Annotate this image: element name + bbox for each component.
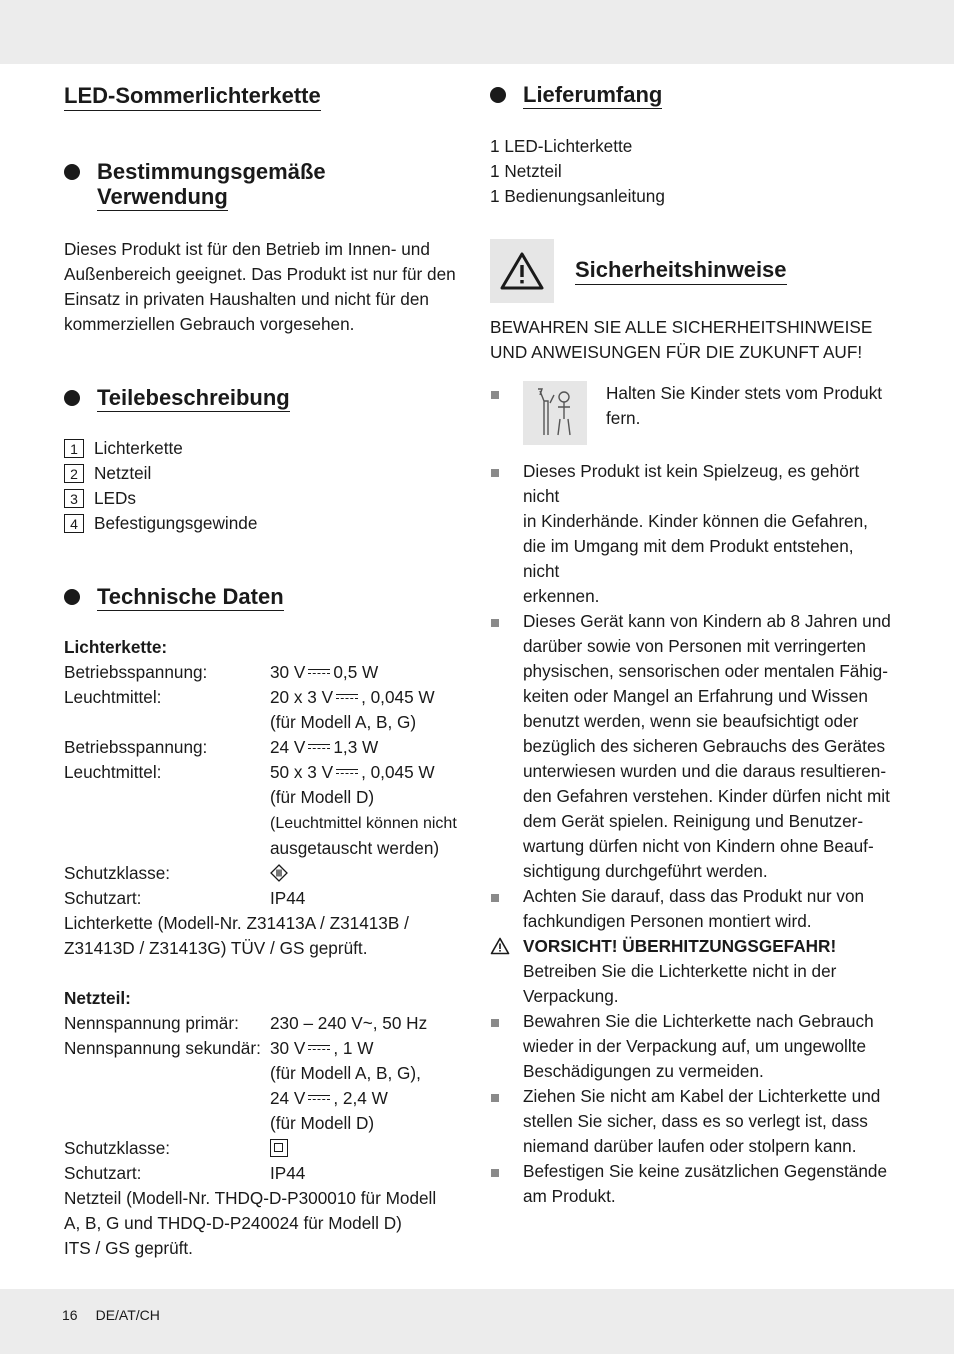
list-item: 1 Lichterkette	[64, 436, 464, 461]
scope-list	[490, 134, 892, 209]
child-warning-icon	[523, 381, 587, 445]
bullet-square-icon	[491, 894, 499, 902]
page-number: 16	[62, 1307, 78, 1323]
page-footer	[62, 1303, 178, 1328]
dc-symbol-icon	[308, 742, 330, 752]
bullet-square-icon	[491, 1019, 499, 1027]
safety-header	[490, 239, 892, 303]
list-item: 1 Bedienungsanleitung	[490, 186, 665, 206]
section-heading-parts: Teilebeschreibung	[64, 385, 464, 412]
top-band	[0, 0, 954, 64]
bullet-square-icon	[491, 1094, 499, 1102]
bullet-dot-icon	[64, 589, 80, 605]
list-item: 1 LED-Lichterkette	[490, 136, 633, 156]
warning-triangle-icon	[490, 937, 510, 955]
list-item: 3 LEDs	[64, 486, 464, 511]
list-item: 4 Befestigungsgewinde	[64, 511, 464, 536]
safety-heading: Sicherheitshinweise	[575, 257, 787, 285]
bullet-dot-icon	[64, 390, 80, 406]
section-heading-scope: Lieferumfang	[490, 82, 892, 109]
warning-triangle-icon	[499, 251, 545, 291]
right-column	[490, 80, 892, 1209]
protection-class-ii-icon	[270, 1139, 288, 1157]
tech-data: Lichterkette: Betriebsspannung: 30 V 0,5 W Leuchtmittel: 20 x 3 V , 0,045 W (für Modell A, B, G) Betriebsspannung: 24 V 1,3 W Leuchtmittel: 50 x 3 V , 0,045 W (für Modell D) (Leuchtmittel können nicht ausgetauscht werden) Schutzklasse: Schutzart: IP44 Lichterkette (Modell-Nr. Z31413A / Z31413B / Z31413D / Z31413G) TÜV / GS geprüft. Netzteil: Nennspannung primär: 230 – 240 V~, 50 Hz Nennspannung sekundär: 30 V , 1 W (für Modell A, B, G), 24 V , 2,4 W (für Modell D) Schutzklasse: Schutzart: IP44 Netzteil (Modell-Nr. THDQ-D-P300010 für Modell A, B, G und THDQ-D-P240024 für Modell D) ITS / GS geprüft.	[64, 637, 457, 1258]
bullet-dot-icon	[490, 87, 506, 103]
list-item: Bewahren Sie die Lichterkette nach Gebrauch wieder in der Verpackung auf, um ungewollte Beschädigungen zu vermeiden.	[490, 1009, 892, 1084]
bullet-dot-icon	[64, 164, 80, 180]
caution-item: VORSICHT! ÜBERHITZUNGSGEFAHR! Betreiben Sie die Lichterkette nicht in der Verpackung.	[490, 934, 892, 1009]
bullet-square-icon	[491, 1169, 499, 1177]
list-item: Befestigen Sie keine zusätzlichen Gegenstände am Produkt.	[490, 1159, 892, 1209]
list-item: 2 Netzteil	[64, 461, 464, 486]
dc-symbol-icon	[308, 1043, 330, 1053]
list-item: 1 Netzteil	[490, 161, 562, 181]
use-text: Dieses Produkt ist für den Betrieb im Innen- und Außenbereich geeignet. Das Produkt ist nur für den Einsatz in privaten Haushalten und nicht für den kommerziellen Gebrauch vorgesehen.	[64, 239, 456, 334]
warning-box	[490, 239, 554, 303]
dc-symbol-icon	[336, 692, 358, 702]
dc-symbol-icon	[336, 767, 358, 777]
list-item: Achten Sie darauf, dass das Produkt nur von fachkundigen Personen montiert wird.	[490, 884, 892, 934]
dc-symbol-icon	[308, 667, 330, 677]
safety-intro: BEWAHREN SIE ALLE SICHERHEITSHINWEISE UND ANWEISUNGEN FÜR DIE ZUKUNFT AUF!	[490, 317, 873, 362]
protection-class-iii-icon	[270, 864, 288, 882]
parts-list	[64, 436, 464, 536]
bullet-square-icon	[491, 619, 499, 627]
list-item: Ziehen Sie nicht am Kabel der Lichterkette und stellen Sie sicher, dass es so verlegt ist, dass niemand darüber laufen oder stolpern kann.	[490, 1084, 892, 1159]
safety-list	[490, 381, 892, 1209]
dc-symbol-icon	[308, 1093, 330, 1103]
section-heading-tech: Technische Daten	[64, 584, 464, 611]
left-column	[64, 80, 464, 1261]
section-heading-use: Bestimmungsgemäße Verwendung	[64, 159, 464, 211]
list-item: Dieses Produkt ist kein Spielzeug, es gehört nicht in Kinderhände. Kinder können die Gefahren, die im Umgang mit dem Produkt entstehen, nicht erkennen.	[490, 459, 892, 609]
product-title: LED-Sommerlichterkette	[64, 83, 321, 111]
bullet-square-icon	[491, 391, 499, 399]
bullet-square-icon	[491, 469, 499, 477]
list-item: Halten Sie Kinder stets vom Produkt fern.	[490, 381, 892, 445]
list-item: Dieses Gerät kann von Kindern ab 8 Jahren und darüber sowie von Personen mit verringerten physischen, sensorischen oder mentalen Fähig- keiten oder Mangel an Erfahrung und Wissen benutzt werden, wenn sie beaufsichtigt oder bezüglich des sicheren Gebrauchs des Gerätes unterwiesen wurden und die daraus resultieren- den Gefahren verstehen. Kinder dürfen nicht mit dem Gerät spielen. Reinigung und Benutzer- wartung dürfen nicht von Kindern ohne Beauf- sichtigung durchgeführt werden.	[490, 609, 892, 884]
language-code: DE/AT/CH	[95, 1307, 160, 1323]
